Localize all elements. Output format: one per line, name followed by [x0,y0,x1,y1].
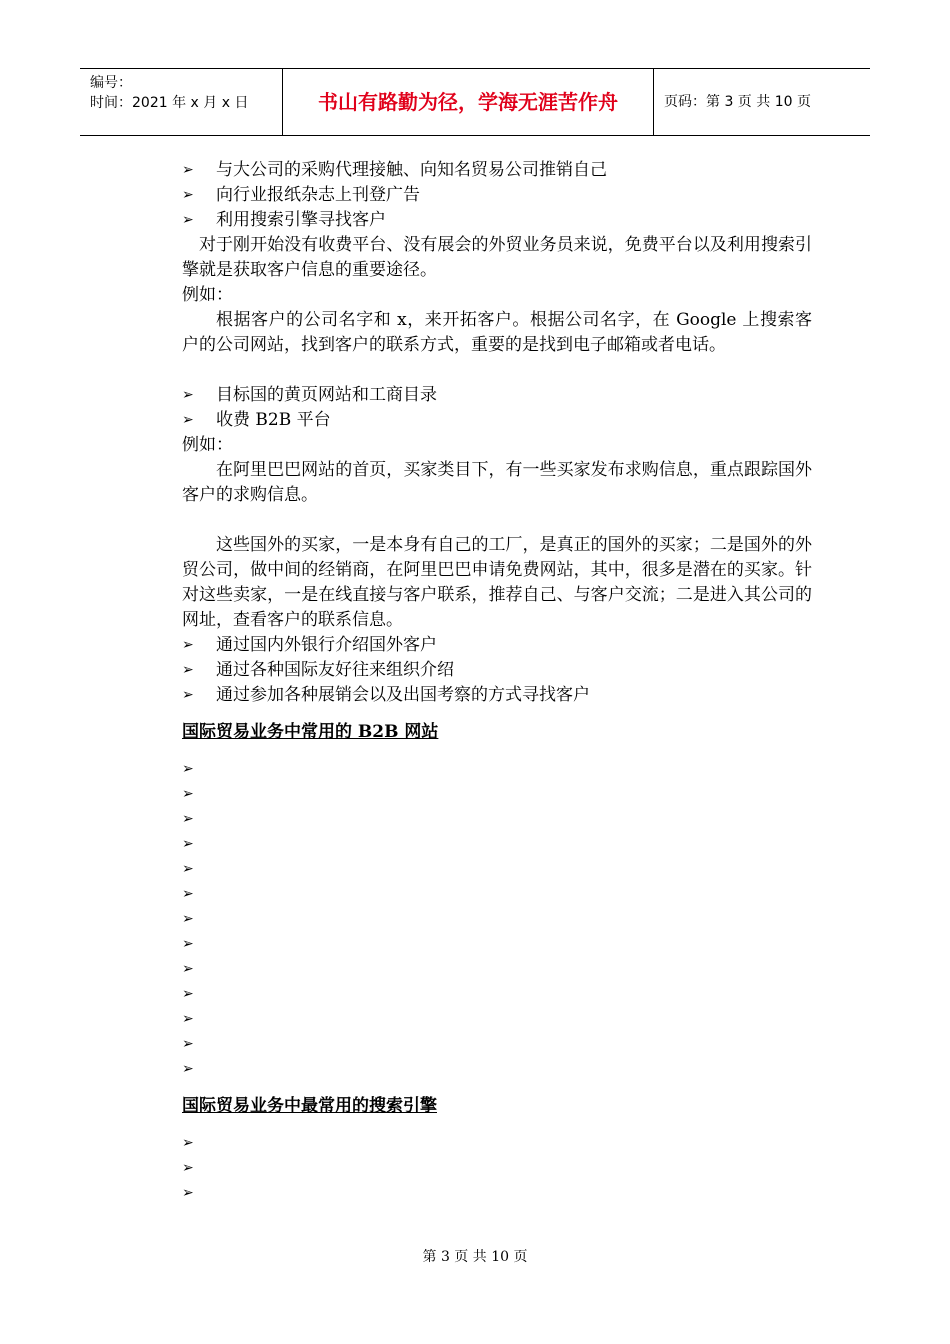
arrow-bullet-icon: ➢ [182,162,194,178]
list-item: ➢ 与大公司的采购代理接触、向知名贸易公司推销自己 [182,158,812,183]
page-footer: 第 3 页 共 10 页 [422,1249,528,1265]
empty-list-item [182,1007,812,1032]
empty-list-item [182,1131,812,1156]
list-item: ➢ 目标国的黄页网站和工商目录 [182,383,812,408]
arrow-bullet-icon: ➢ [182,936,194,952]
paragraph: 对于刚开始没有收费平台、没有展会的外贸业务员来说，免费平台以及利用搜索引擎就是获取客户信息的重要途径。 [182,235,812,280]
empty-list-item [182,807,812,832]
header-motto: 书山有路勤为径，学海无涯苦作舟 [282,69,654,135]
arrow-bullet-icon: ➢ [182,1036,194,1052]
list-item: ➢ 利用搜索引擎寻找客户 [182,208,812,233]
arrow-bullet-icon: ➢ [182,761,194,777]
document-code-label: 编号： [90,75,132,91]
arrow-bullet-icon: ➢ [182,786,194,802]
arrow-bullet-icon: ➢ [182,1011,194,1027]
arrow-bullet-icon: ➢ [182,1061,194,1077]
empty-list-item [182,932,812,957]
paragraph: 这些国外的买家，一是本身有自己的工厂，是真正的国外的买家；二是国外的外贸公司，做中间的经销商，在阿里巴巴申请免费网站，其中，很多是潜在的买家。针对这些卖家，一是在线直接与客户联系，推荐自己、与客户交流；二是进入其公司的网址，查看客户的联系信息。 [182,535,812,630]
arrow-bullet-icon: ➢ [182,662,194,678]
empty-list-item [182,957,812,982]
empty-list-item [182,1032,812,1057]
arrow-bullet-icon: ➢ [182,961,194,977]
arrow-bullet-icon: ➢ [182,187,194,203]
list-item: ➢ 通过参加各种展销会以及出国考察的方式寻找客户 [182,683,812,708]
example-label: 例如： [182,285,233,305]
header-meta [80,69,282,135]
empty-list-item [182,982,812,1007]
arrow-bullet-icon: ➢ [182,1185,194,1201]
empty-list-item [182,1181,812,1206]
empty-list-item [182,882,812,907]
page-header [80,68,870,136]
example-label: 例如： [182,435,233,455]
header-page-number: 页码：第 3 页 共 10 页 [664,94,811,110]
list-item: ➢ 通过国内外银行介绍国外客户 [182,633,812,658]
empty-list-item [182,907,812,932]
arrow-bullet-icon: ➢ [182,861,194,877]
arrow-bullet-icon: ➢ [182,687,194,703]
empty-list-item [182,857,812,882]
list-item: ➢ 通过各种国际友好往来组织介绍 [182,658,812,683]
empty-list-item [182,832,812,857]
empty-list-item [182,1156,812,1181]
arrow-bullet-icon: ➢ [182,1160,194,1176]
arrow-bullet-icon: ➢ [182,387,194,403]
arrow-bullet-icon: ➢ [182,212,194,228]
list-item: ➢ 向行业报纸杂志上刊登广告 [182,183,812,208]
arrow-bullet-icon: ➢ [182,637,194,653]
section-heading-b2b: 国际贸易业务中常用的 B2B 网站 [182,722,439,742]
section-heading-search: 国际贸易业务中最常用的搜索引擎 [182,1096,437,1116]
document-date-label: 时间：2021 年 x 月 x 日 [90,95,249,111]
paragraph: 根据客户的公司名字和 x，来开拓客户。根据公司名字，在 Google 上搜索客户的公司网站，找到客户的联系方式，重要的是找到电子邮箱或者电话。 [182,310,812,355]
empty-list-item [182,757,812,782]
arrow-bullet-icon: ➢ [182,1135,194,1151]
arrow-bullet-icon: ➢ [182,986,194,1002]
arrow-bullet-icon: ➢ [182,886,194,902]
list-item: ➢ 收费 B2B 平台 [182,408,812,433]
arrow-bullet-icon: ➢ [182,811,194,827]
empty-list-item [182,1057,812,1082]
paragraph: 在阿里巴巴网站的首页，买家类目下，有一些买家发布求购信息，重点跟踪国外客户的求购信息。 [182,460,812,505]
empty-list-item [182,782,812,807]
arrow-bullet-icon: ➢ [182,412,194,428]
arrow-bullet-icon: ➢ [182,836,194,852]
arrow-bullet-icon: ➢ [182,911,194,927]
document-body [182,158,812,1206]
